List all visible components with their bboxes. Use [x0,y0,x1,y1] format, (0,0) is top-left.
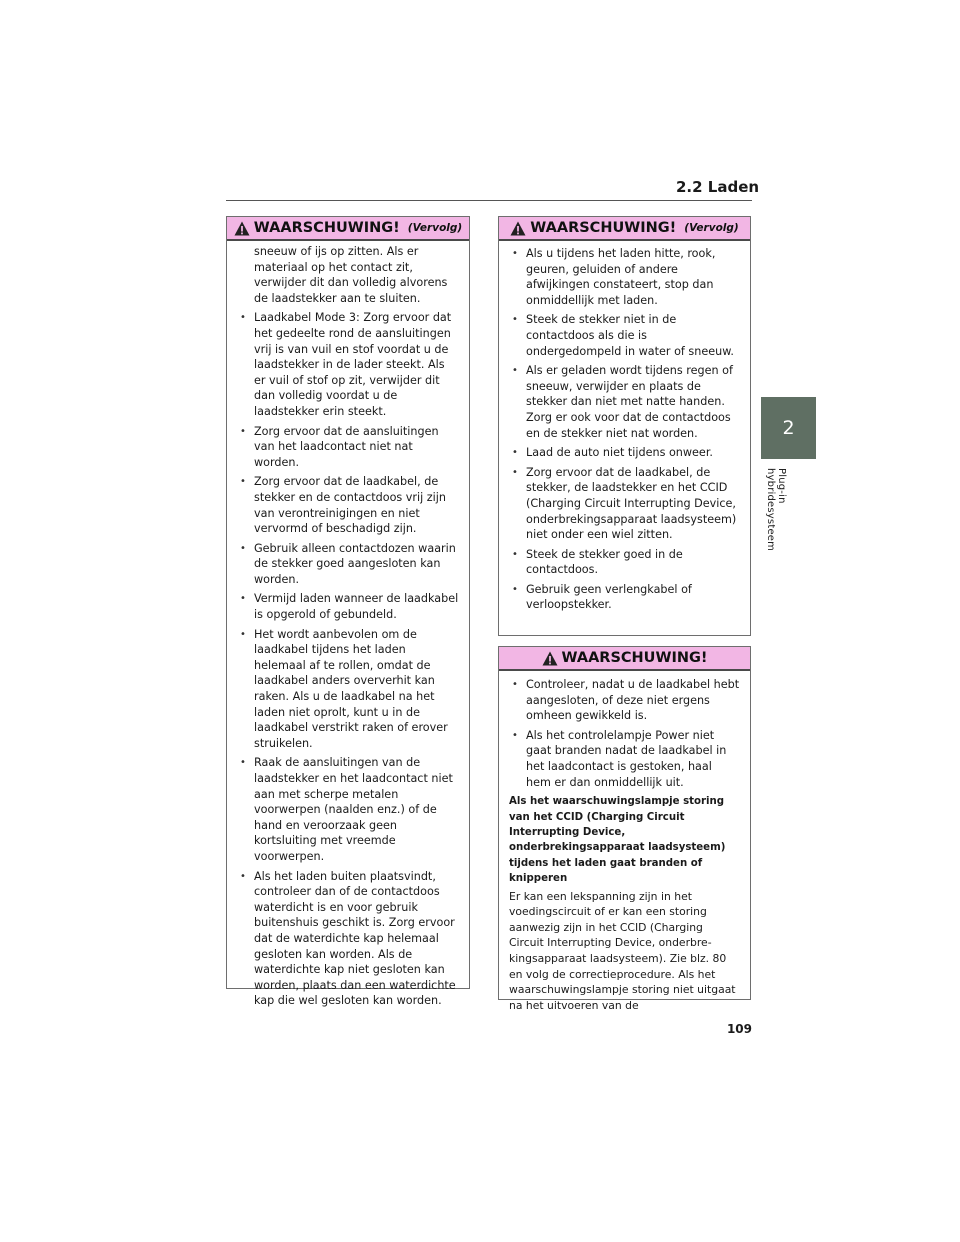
warning-triangle-icon [234,221,250,236]
continued-label: (Vervolg) [684,222,739,234]
list-item: • Steek de stekker niet in de contactdoos als die is ondergedompeld in water of sneeuw. [511,312,740,359]
list-item: • Als het controlelampje Power niet gaat branden nadat de laadkabel in het laadcontact is gestoken, haal hem er dan onmiddellijk uit. [511,728,740,790]
warning-title: WAARSCHUWING! [530,220,677,236]
page-number: 109 [726,1022,752,1036]
list-item: • Vermijd laden wanneer de laadkabel is opgerold of gebundeld. [239,591,459,622]
warning-content [499,241,750,613]
warning-header [499,647,750,671]
list-item: • Als er geladen wordt tijdens regen of sneeuw, verwijder en plaats de stekker dan niet met natte handen. Zorg er ook voor dat de contactdoos en de stekker niet nat worden. [511,363,740,441]
list-item: • Zorg ervoor dat de aansluitingen van het laadcontact niet nat worden. [239,424,459,471]
list-item: • Zorg ervoor dat de laadkabel, de stekker, de laadstekker en het CCID (Charging Circuit Interrupting Device, onderbrekingsapparaat laadsysteem) niet onder een wiel zitten. [511,465,740,543]
list-item: • Controleer, nadat u de laadkabel hebt aangesloten, of deze niet ergens omheen gewikkeld is. [511,677,740,724]
warning-content [499,671,750,1013]
list-item: • Gebruik geen verlengkabel of verloopstekker. [511,582,740,613]
list-item: • Raak de aansluitingen van de laadstekker en het laadcontact niet aan met scherpe metalen voorwerpen (naalden enz.) of de hand en veroorzaak geen kortsluiting met vreemde voorwerpen. [239,755,459,864]
warning-header [227,217,469,241]
list-item: • Als u tijdens het laden hitte, rook, geuren, geluiden of andere afwijkingen constateert, stop dan onmiddellijk met laden. [511,246,740,308]
warning-triangle-icon [510,221,526,236]
chapter-number: 2 [782,417,795,439]
intro-text: sneeuw of ijs op zitten. Als er materiaal op het contact zit, verwijder dit dan volledig alvorens de laadstekker aan te sluiten. [254,245,448,305]
warning-triangle-icon [542,651,558,666]
warning-content [227,241,469,1009]
warning-header [499,217,750,241]
warning-box-right-continued [498,216,751,636]
chapter-tab [761,397,816,459]
warning-box-right [498,646,751,1012]
subheading: Als het waarschuwingslampje storing van het CCID (Charging Circuit Interrupting Device, onderbrekingsapparaat laadsysteem) tijdens het laden gaat branden of knipperen [509,796,726,885]
list-item: • Als het laden buiten plaatsvindt, controleer dan of de contactdoos waterdicht is en voor gebruik buitenshuis geschikt is. Zorg ervoor dat de waterdichte kap helemaal gesloten kan worden. Als de waterdichte kap niet gesloten kan worden, plaats dan een waterdichte kap die wel gesloten kan worden. [239,869,459,1009]
list-item: • Steek de stekker goed in de contactdoos. [511,547,740,578]
continued-label: (Vervolg) [407,222,463,234]
body-text: Er kan een lekspanning zijn in het voedingscircuit of er kan een storing aanwezig zijn in het CCID (Charging Circuit Interrupting Device, onderbre-kingsapparaat laadsysteem). Zie blz. 80 en volg de correctieprocedure. Als het waarschuwingslampje storing niet uitgaat na het uitvoeren van de [509,889,736,1012]
list-item: • Laadkabel Mode 3: Zorg ervoor dat het gedeelte rond de aansluitingen vrij is van vuil en stof voordat u de laadstekker in de lader steekt. Als er vuil of stof op zit, verwijder dit dan volledig voordat u de laadstekker erin steekt. [239,310,459,419]
list-item: • Het wordt aanbevolen om de laadkabel tijdens het laden helemaal af te rollen, omdat de laadkabel anders oververhit kan raken. Als u de laadkabel na het laden niet oprolt, kunt u in de laadkabel verstrikt raken of erover struikelen. [239,627,459,752]
list-item: • Laad de auto niet tijdens onweer. [511,445,740,461]
warning-title: WAARSCHUWING! [561,650,708,666]
list-item: • Gebruik alleen contactdozen waarin de stekker goed aangesloten kan worden. [239,541,459,588]
warning-title: WAARSCHUWING! [253,220,400,236]
header-rule [226,200,752,201]
section-title: 2.2 Laden [676,178,760,196]
warning-box-left [226,216,470,1008]
list-item: • Zorg ervoor dat de laadkabel, de stekker en de contactdoos vrij zijn van verontreinigingen en niet vervormd of beschadigd zijn. [239,474,459,536]
chapter-label: Plug-in hybridesysteem [765,468,787,552]
